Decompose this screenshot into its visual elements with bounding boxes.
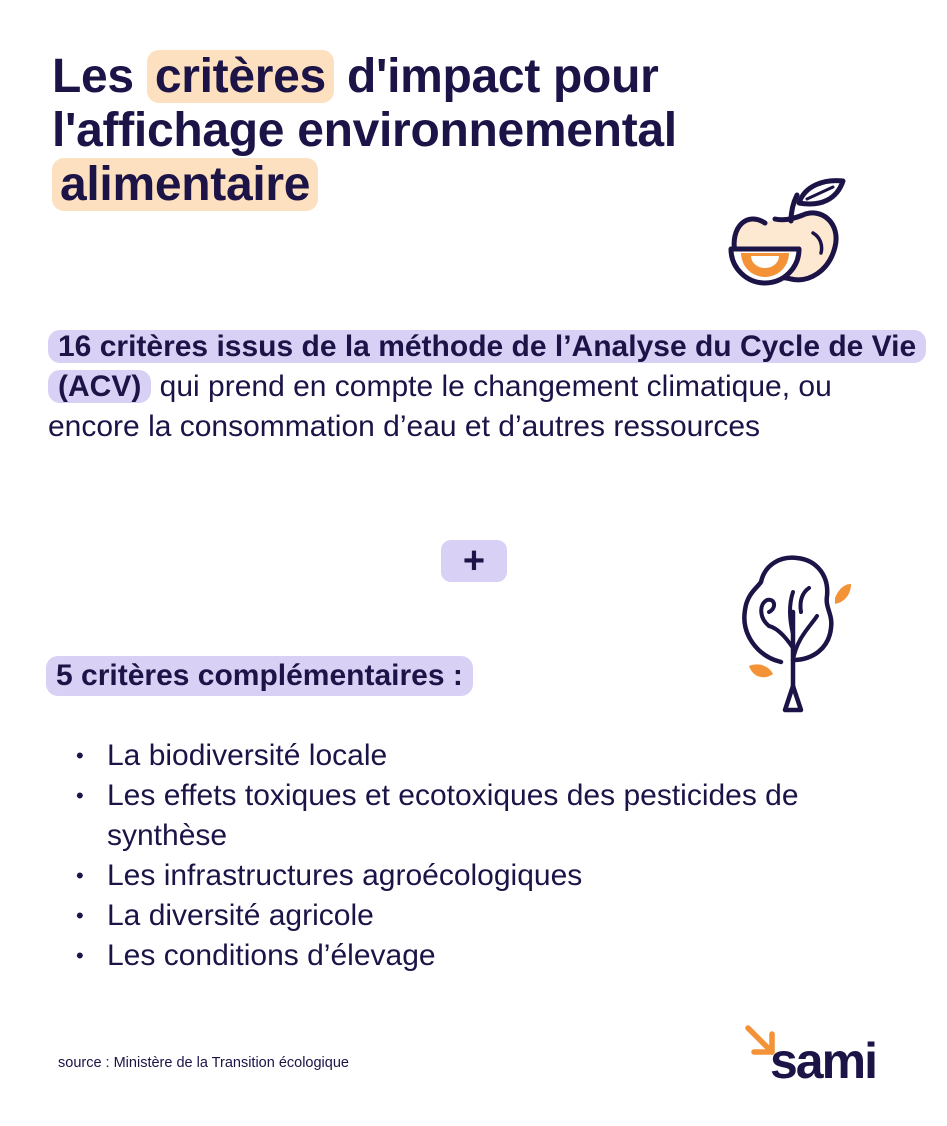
title-part-2: d'impact pour l'affichage environnemental [52, 50, 677, 157]
intro-text: qui prend en compte le changement climatique, ou encore la consommation d’eau et d’autres ressources [48, 370, 832, 443]
tree-icon [735, 548, 855, 718]
complementary-heading: 5 critères complémentaires : [46, 656, 473, 696]
list-item: • Les effets toxiques et ecotoxiques des pesticides de synthèse [76, 776, 896, 856]
title-highlight-alimentaire: alimentaire [52, 158, 318, 211]
list-item: • Les infrastructures agroécologiques [76, 856, 896, 896]
list-item: • La diversité agricole [76, 896, 896, 936]
intro-highlight: 16 critères issus de la méthode de l’Analyse du Cycle de Vie (ACV) [48, 330, 926, 403]
title-part-1: Les [52, 50, 147, 103]
criteria-list [76, 736, 896, 976]
apple-icon [725, 175, 850, 290]
plus-badge: + [441, 540, 507, 582]
sami-logo [742, 1022, 902, 1092]
brand-name: sami [770, 1033, 876, 1089]
title-highlight-criteres: critères [147, 50, 334, 103]
list-item: • Les conditions d’élevage [76, 936, 896, 976]
list-item: • La biodiversité locale [76, 736, 896, 776]
source-note: source : Ministère de la Transition écologique [58, 1055, 349, 1071]
intro-paragraph [48, 327, 928, 447]
